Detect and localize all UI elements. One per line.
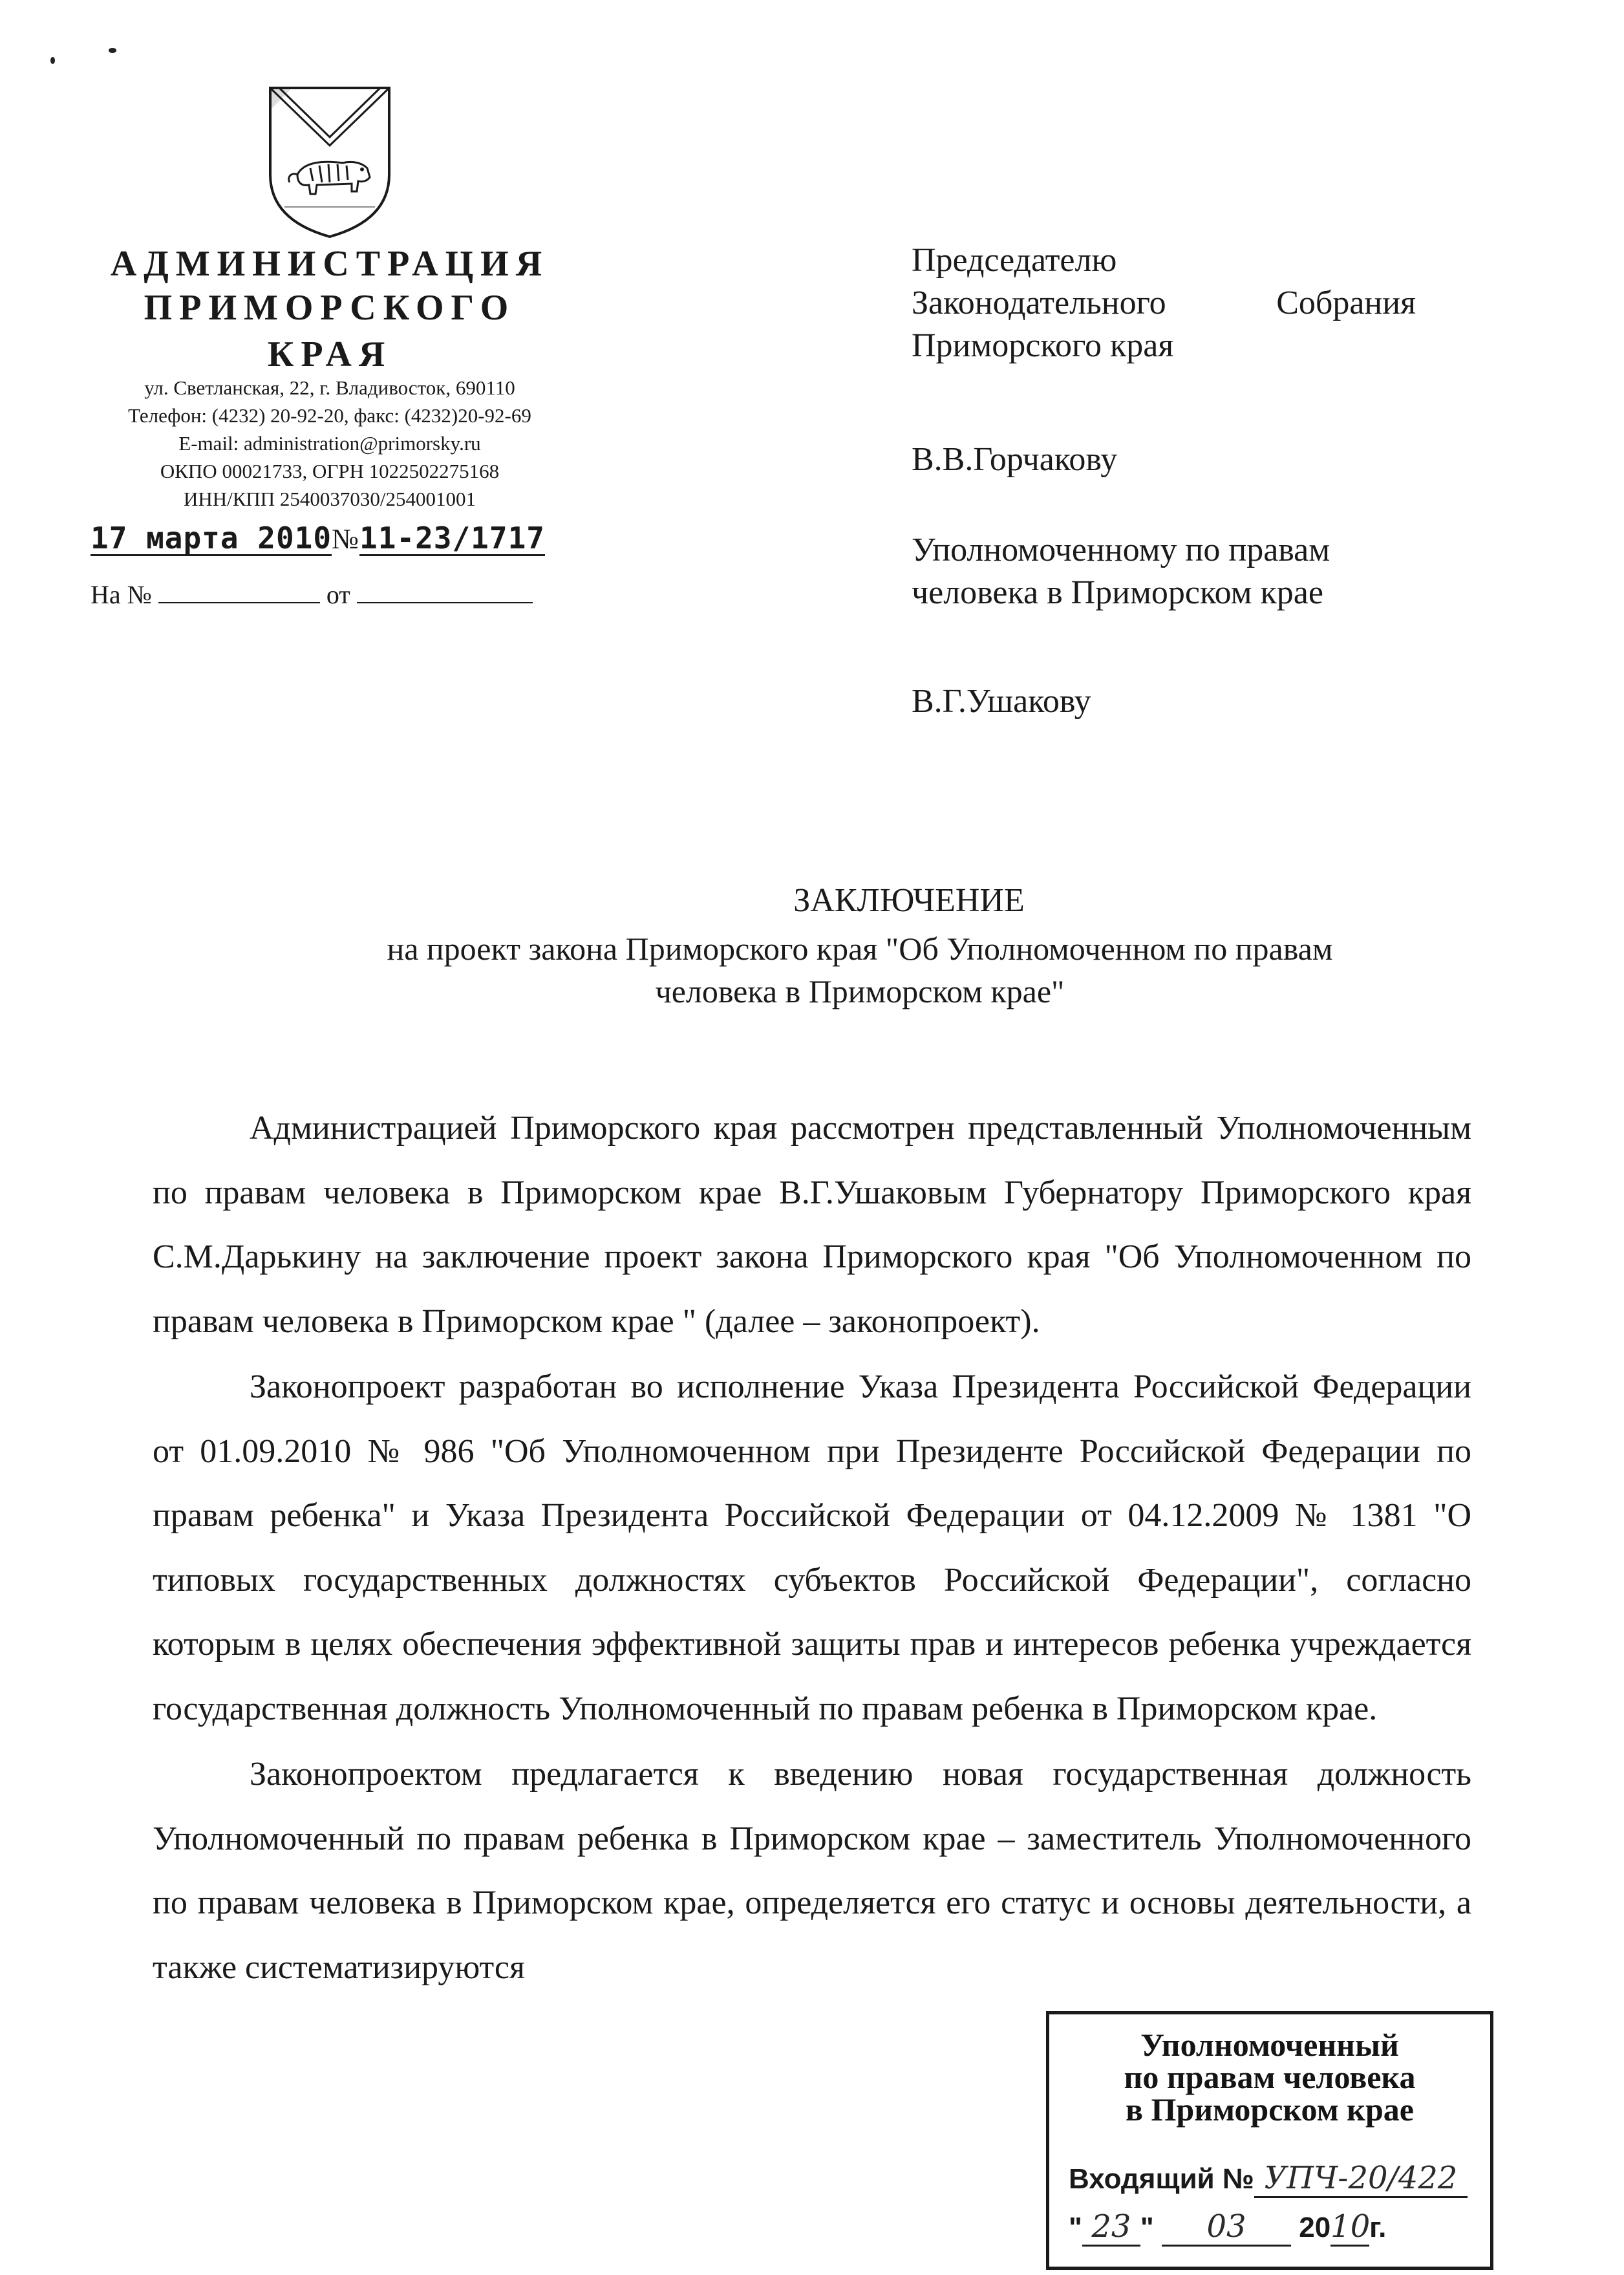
scan-speck [109,48,116,53]
registration-date: 17 марта 2010 [91,521,332,555]
org-email: E-mail: administration@primorsky.ru [178,432,481,455]
addressee-line: Председателю [912,242,1117,279]
addressee-chair-title [912,239,1493,367]
org-address: ул. Светланская, 22, г. Владивосток, 690110 [144,376,515,399]
addressee-line [912,282,1416,325]
body-paragraph: Законопроектом предлагается к введению новая государственная должность Уполномоченный по правам ребенка в Приморском крае – заместитель Уполномоченного по правам человека в Приморском крае, определяется его статус и основы деятельности, а также систематизируются [153,1756,1471,1986]
org-inn: ИНН/КПП 2540037030/254001001 [183,488,476,510]
org-name-line1: АДМИНИСТРАЦИЯ [110,244,550,284]
stamp-year-suffix: 10 [1330,2208,1369,2247]
stamp-quote: " [1069,2212,1082,2243]
reference-date-blank [357,579,533,603]
document-title: ЗАКЛЮЧЕНИЕ [793,882,1025,919]
reference-no-label: На № [91,580,152,609]
body-paragraph: Администрацией Приморского края рассмотрен представленный Уполномоченным по правам человека в Приморском крае В.Г.Ушаковым Губернатору Приморского края С.М.Дарькину на заключение проект закона Приморского края "Об Уполномоченном по правам человека в Приморском крае " (далее – законопроект). [153,1110,1471,1340]
addressee-name1: В.В.Горчакову [912,441,1118,478]
stamp-year-prefix: 20 [1299,2212,1331,2243]
addressee-word: Собрания [1276,285,1416,321]
reference-no-blank [158,579,320,603]
org-codes: ОКПО 00021733, ОГРН 1022502275168 [160,460,500,482]
scan-speck [50,57,55,64]
stamp-header-line: в Приморском крае [1126,2091,1414,2128]
stamp-header [1049,2029,1490,2126]
stamp-day: 23 [1082,2208,1140,2247]
stamp-header-line: по правам человека [1124,2059,1416,2095]
stamp-incoming-row [1069,2160,1468,2198]
addressee-name2: В.Г.Ушакову [912,683,1091,720]
coat-of-arms-emblem [265,84,394,239]
reference-line [91,579,533,610]
document-body [153,1096,1471,2000]
addressee-line: Уполномоченному по правам [912,532,1330,568]
stamp-year-unit: г. [1369,2212,1387,2243]
registration-number: 11-23/1717 [359,521,545,555]
registration-line [91,521,595,556]
org-phone: Телефон: (4232) 20-92-20, факс: (4232)20-92-69 [128,404,531,427]
reference-from-label: от [326,580,350,609]
addressee-word: Законодательного [912,285,1166,321]
org-contacts [91,374,569,513]
addressee-ombudsman-title [912,529,1493,614]
stamp-month: 03 [1162,2208,1291,2247]
document-subtitle [284,927,1435,1013]
org-name-line2: ПРИМОРСКОГО КРАЯ [144,288,516,374]
addressee-line: Приморского края [912,327,1174,364]
addressee-line: человека в Приморском крае [912,574,1323,611]
stamp-date-row [1069,2208,1386,2247]
stamp-header-line: Уполномоченный [1140,2027,1399,2063]
stamp-incoming-label: Входящий № [1069,2163,1254,2195]
registration-no-sign: № [332,523,360,555]
subtitle-line: человека в Приморском крае" [655,973,1065,1009]
stamp-incoming-number: УПЧ-20/422 [1254,2160,1468,2198]
stamp-quote: " [1140,2212,1154,2243]
incoming-stamp [1046,2011,1493,2270]
subtitle-line: на проект закона Приморского края "Об Уполномоченном по правам [387,931,1333,967]
body-paragraph: Законопроект разработан во исполнение Указа Президента Российской Федерации от 01.09.2010 № 986 "Об Уполномоченном при Президенте Российской Федерации по правам ребенка" и Указа Президента Российской Федерации от 04.12.2009 № 1381 "О типовых государственных должностях субъектов Российской Федерации", согласно которым в целях обеспечения эффективной защиты прав и интересов ребенка учреждается государственная должность Уполномоченный по правам ребенка в Приморском крае. [153,1368,1471,1727]
